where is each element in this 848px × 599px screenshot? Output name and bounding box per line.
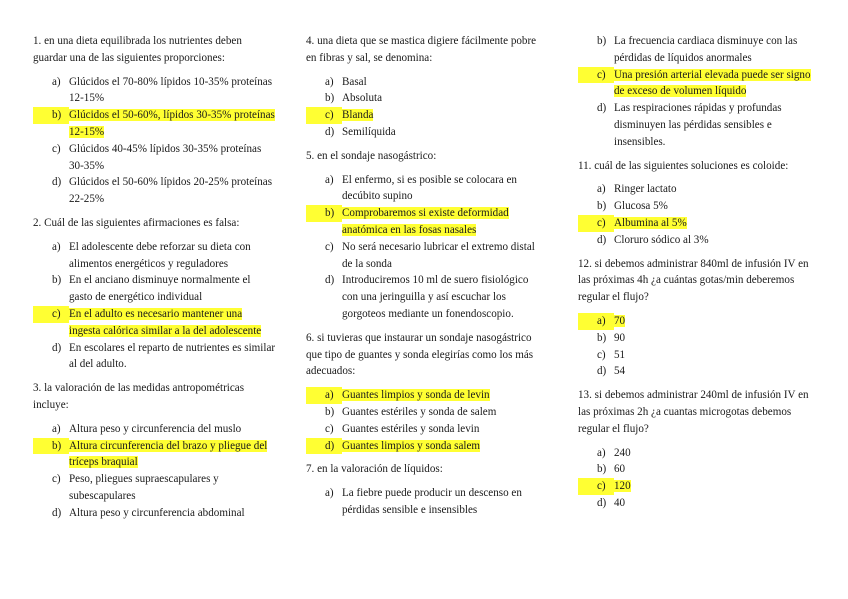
option-text — [69, 471, 276, 505]
answer-text: Guantes estériles y sonda de salem — [342, 405, 497, 418]
option-letter: b) — [325, 92, 335, 105]
highlighted-answer: Una presión arterial elevada puede ser signo de exceso de volumen líquido — [614, 68, 811, 98]
options-list — [306, 172, 546, 323]
option-text — [614, 445, 818, 462]
question-block — [578, 33, 818, 151]
options-list — [306, 74, 546, 141]
question-text: 3. la valoración de las medidas antropométricas incluye: — [33, 382, 245, 411]
answer-text: El adolescente debe reforzar su dieta con alimentos energéticos y reguladores — [69, 240, 251, 270]
answer-text: No será necesario lubricar el extremo distal de la sonda — [342, 240, 535, 270]
answer-option — [33, 272, 276, 306]
highlighted-answer: Guantes limpios y sonda de levin — [342, 389, 490, 402]
question-block — [578, 387, 818, 512]
option-letter: d) — [52, 176, 62, 189]
highlighted-answer: En el adulto es necesario mantener una ingesta calórica similar a la del adolescente — [69, 307, 262, 337]
highlighted-answer: 120 — [614, 480, 631, 493]
answer-option — [33, 239, 276, 273]
answer-text: 54 — [614, 365, 626, 378]
option-text — [342, 172, 546, 206]
column-1 — [33, 33, 276, 529]
option-text — [614, 215, 818, 232]
answer-text: En el anciano disminuye normalmente el gasto de energético individual — [69, 274, 251, 304]
option-text — [69, 74, 276, 108]
answer-option — [33, 306, 276, 340]
answer-text: 60 — [614, 463, 626, 476]
option-letter: d) — [306, 438, 342, 455]
option-letter: c) — [325, 240, 334, 253]
options-list — [578, 313, 818, 380]
answer-option — [33, 340, 276, 374]
highlighted-answer: Comprobaremos si existe deformidad anatómica en las fosas nasales — [342, 207, 509, 236]
option-letter: b) — [33, 438, 69, 455]
option-letter: a) — [325, 75, 334, 88]
answer-text: Glúcidos el 70-80% lípidos 10-35% proteínas 12-15% — [69, 75, 273, 105]
question-text: 5. en el sondaje nasogástrico: — [306, 149, 437, 162]
question-block — [33, 380, 276, 521]
option-letter: a) — [306, 387, 342, 404]
option-text — [614, 100, 818, 150]
options-list — [306, 485, 546, 519]
answer-option — [33, 438, 276, 472]
highlighted-answer: 70 — [614, 314, 626, 327]
option-letter: b) — [597, 463, 607, 476]
question-text: 6. si tuvieras que instaurar un sondaje nasogástrico que tipo de guantes y sonda elegirías como los más adecuados: — [306, 331, 534, 378]
option-text — [342, 485, 546, 519]
answer-option — [306, 485, 546, 519]
option-text — [69, 438, 276, 472]
option-letter: a) — [325, 173, 334, 186]
highlighted-answer: Altura circunferencia del brazo y pliegue del tríceps braquial — [69, 439, 268, 469]
column-3 — [578, 33, 818, 519]
answer-text: Glúcidos el 50-60% lípidos 20-25% proteínas 22-25% — [69, 176, 273, 206]
option-letter: b) — [306, 205, 342, 222]
option-letter: a) — [597, 183, 606, 196]
option-letter: a) — [325, 487, 334, 500]
option-text — [69, 239, 276, 273]
answer-option — [578, 100, 818, 150]
question-text: 13. si debemos administrar 240ml de infusión IV en las próximas 2h ¿a cuantas microgotas debemos regular el flujo? — [578, 389, 809, 435]
option-letter: c) — [33, 306, 69, 323]
answer-option — [578, 495, 818, 512]
options-list — [33, 421, 276, 522]
option-letter: a) — [52, 240, 61, 253]
option-letter: d) — [325, 274, 335, 287]
question-text: 2. Cuál de las siguientes afirmaciones es falsa: — [33, 216, 240, 229]
question-block — [33, 215, 276, 373]
answer-option — [306, 205, 546, 239]
option-letter: d) — [597, 233, 607, 246]
answer-text: Glucosa 5% — [614, 200, 668, 213]
option-text — [342, 272, 546, 322]
answer-option — [306, 107, 546, 124]
answer-text: Altura peso y circunferencia abdominal — [69, 506, 245, 519]
option-text — [342, 239, 546, 273]
option-text — [69, 107, 276, 141]
option-text — [342, 205, 546, 239]
answer-option — [578, 445, 818, 462]
option-text — [614, 330, 818, 347]
option-text — [69, 174, 276, 208]
option-text — [614, 181, 818, 198]
question-block — [578, 256, 818, 381]
option-text — [342, 124, 546, 141]
option-text — [69, 421, 276, 438]
answer-text: 51 — [614, 348, 626, 361]
answer-option — [306, 438, 546, 455]
answer-option — [578, 461, 818, 478]
answer-text: Basal — [342, 75, 367, 88]
option-letter: d) — [52, 341, 62, 354]
question-block — [306, 461, 546, 518]
option-letter: d) — [325, 125, 335, 138]
answer-text: El enfermo, si es posible se colocara en decúbito supino — [342, 173, 517, 203]
question-block — [306, 33, 546, 141]
answer-option — [306, 387, 546, 404]
option-text — [614, 495, 818, 512]
option-text — [342, 90, 546, 107]
answer-option — [306, 272, 546, 322]
highlighted-answer: Guantes limpios y sonda salem — [342, 439, 481, 452]
option-text — [614, 461, 818, 478]
column-2 — [306, 33, 546, 526]
answer-text: 240 — [614, 446, 631, 459]
answer-option — [306, 74, 546, 91]
option-text — [614, 313, 818, 330]
options-list — [578, 181, 818, 248]
option-letter: c) — [306, 107, 342, 124]
option-text — [342, 107, 546, 124]
answer-text: Glúcidos 40-45% lípidos 30-35% proteínas 30-35% — [69, 142, 262, 172]
option-letter: b) — [597, 200, 607, 213]
option-letter: d) — [52, 506, 62, 519]
answer-option — [578, 478, 818, 495]
answer-text: Cloruro sódico al 3% — [614, 233, 709, 246]
option-text — [342, 438, 546, 455]
answer-option — [33, 505, 276, 522]
option-letter: c) — [597, 348, 606, 361]
option-letter: c) — [325, 422, 334, 435]
answer-text: Semilíquida — [342, 125, 396, 138]
answer-option — [578, 313, 818, 330]
question-block — [33, 33, 276, 208]
answer-option — [306, 239, 546, 273]
option-text — [342, 421, 546, 438]
answer-text: Ringer lactato — [614, 183, 677, 196]
highlighted-answer: Glúcidos el 50-60%, lípidos 30-35% proteínas 12-15% — [69, 109, 275, 138]
option-text — [614, 33, 818, 67]
question-block — [578, 158, 818, 249]
answer-option — [578, 181, 818, 198]
option-letter: d) — [597, 102, 607, 115]
option-letter: c) — [578, 215, 614, 232]
option-letter: a) — [52, 75, 61, 88]
answer-text: Absoluta — [342, 92, 383, 105]
answer-option — [306, 124, 546, 141]
answer-text: En escolares el reparto de nutrientes es similar al del adulto. — [69, 341, 276, 371]
question-text: 11. cuál de las siguientes soluciones es coloide: — [578, 159, 789, 172]
answer-text: Guantes estériles y sonda levin — [342, 422, 480, 435]
answer-text: La fiebre puede producir un descenso en pérdidas sensible e insensibles — [342, 487, 522, 516]
option-letter: a) — [597, 446, 606, 459]
option-text — [342, 74, 546, 91]
question-block — [306, 148, 546, 323]
option-letter: a) — [578, 313, 614, 330]
option-text — [614, 198, 818, 215]
option-letter: b) — [33, 107, 69, 124]
question-text: 1. en una dieta equilibrada los nutrientes deben guardar una de las siguientes proporciones: — [33, 35, 242, 64]
options-list — [306, 387, 546, 454]
question-text: 4. una dieta que se mastica digiere fácilmente pobre en fibras y sal, se denomina: — [306, 35, 537, 64]
answer-option — [306, 404, 546, 421]
answer-text: La frecuencia cardiaca disminuye con las pérdidas de líquidos anormales — [614, 35, 798, 64]
answer-option — [306, 172, 546, 206]
question-text: 7. en la valoración de líquidos: — [306, 463, 443, 476]
options-list — [578, 33, 818, 151]
answer-option — [578, 347, 818, 364]
option-letter: d) — [597, 496, 607, 509]
answer-text: Introduciremos 10 ml de suero fisiológico con una jeringuilla y así escuchar los gorgoteos mediante un fonendoscopio. — [342, 274, 529, 320]
answer-option — [33, 471, 276, 505]
highlighted-answer: Blanda — [342, 109, 374, 122]
answer-option — [578, 363, 818, 380]
highlighted-answer: Albumina al 5% — [614, 216, 687, 229]
answer-option — [33, 421, 276, 438]
option-letter: b) — [597, 331, 607, 344]
answer-option — [578, 330, 818, 347]
answer-option — [578, 232, 818, 249]
answer-option — [578, 198, 818, 215]
option-letter: b) — [52, 274, 62, 287]
option-text — [614, 363, 818, 380]
answer-option — [33, 74, 276, 108]
answer-option — [578, 215, 818, 232]
option-text — [614, 478, 818, 495]
answer-text: 40 — [614, 496, 626, 509]
answer-option — [578, 67, 818, 101]
answer-option — [33, 107, 276, 141]
answer-text: Altura peso y circunferencia del muslo — [69, 422, 242, 435]
answer-text: 90 — [614, 331, 626, 344]
option-text — [69, 306, 276, 340]
option-letter: d) — [597, 365, 607, 378]
option-text — [614, 347, 818, 364]
answer-option — [578, 33, 818, 67]
option-letter: c) — [578, 478, 614, 495]
answer-text: Peso, pliegues supraescapulares y subescapulares — [69, 473, 219, 502]
option-letter: b) — [597, 35, 607, 47]
question-text: 12. si debemos administrar 840ml de infusión IV en las próximas 4h ¿a cuántas gotas/min deberemos regular el flujo? — [578, 257, 809, 304]
option-letter: a) — [52, 422, 61, 435]
answer-option — [306, 90, 546, 107]
option-text — [342, 387, 546, 404]
option-text — [69, 272, 276, 306]
option-text — [69, 340, 276, 374]
option-letter: c) — [578, 67, 614, 84]
option-text — [69, 141, 276, 175]
answer-text: Las respiraciones rápidas y profundas disminuyen las pérdidas sensibles e insensibles. — [614, 102, 782, 148]
options-list — [578, 445, 818, 512]
option-text — [614, 232, 818, 249]
option-text — [69, 505, 276, 522]
question-block — [306, 330, 546, 455]
answer-option — [33, 141, 276, 175]
option-letter: b) — [325, 405, 335, 418]
option-letter: c) — [52, 142, 61, 155]
options-list — [33, 239, 276, 373]
answer-option — [33, 174, 276, 208]
answer-option — [306, 421, 546, 438]
option-letter: c) — [52, 473, 61, 486]
option-text — [342, 404, 546, 421]
option-text — [614, 67, 818, 101]
options-list — [33, 74, 276, 208]
